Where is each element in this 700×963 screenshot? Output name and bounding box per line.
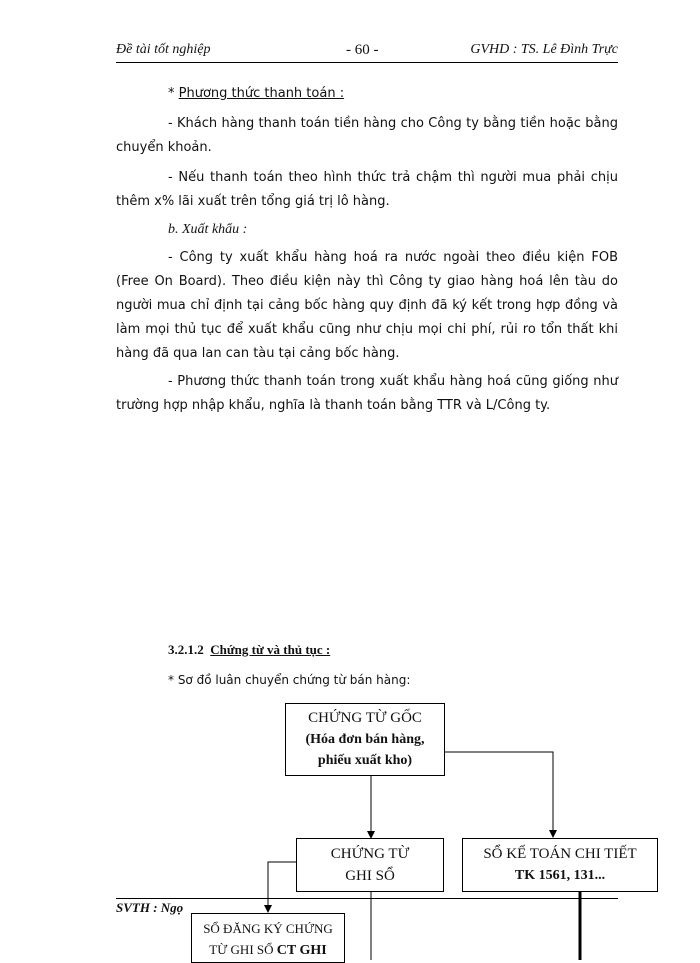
arrow-ghiso-to-register [268, 862, 296, 912]
header-right: GVHD : TS. Lê Đình Trực [470, 42, 618, 57]
paragraph-2: - Nếu thanh toán theo hình thức trả chậm thì người mua phải chịu thêm x% lãi xuất trên tổng giá trị lô hàng. [116, 170, 618, 209]
header-left: Đề tài tốt nghiệp [116, 42, 211, 57]
arrow-origin-to-detail [445, 752, 553, 837]
box-ghiso-documents: CHỨNG TỪ GHI SỔ [296, 838, 444, 892]
export-heading: b. Xuất khẩu : [168, 222, 248, 237]
section-number: 3.2.1.2 [168, 642, 204, 657]
box-register-book: SỔ ĐĂNG KÝ CHỨNG TỪ GHI SỔ CT GHI [191, 913, 345, 963]
box-original-documents: CHỨNG TỪ GỐC (Hóa đơn bán hàng, phiếu xuất kho) [285, 703, 445, 776]
footer-student: SVTH : Ngọ [116, 900, 184, 915]
section-title: Chứng từ và thủ tục : [210, 642, 331, 657]
paragraph-3: - Công ty xuất khẩu hàng hoá ra nước ngoài theo điều kiện FOB (Free On Board). Theo điều kiện này thì Công ty giao hàng hoá lên tàu do người mua chỉ định tại cảng bốc hàng quy định đã ký kết trong hợp đồng và làm mọi thủ tục để xuất khẩu cũng như chịu mọi chi phí, rủi ro tổn thất khi hàng đã qua lan can tàu tại cảng bốc hàng. [116, 250, 618, 361]
payment-heading: * Phương thức thanh toán : [168, 86, 345, 101]
page-number: - 60 - [346, 42, 379, 58]
diagram-caption: * Sơ đồ luân chuyển chứng từ bán hàng: [168, 673, 411, 687]
footer-rule [116, 898, 618, 899]
box-detail-ledger: SỔ KẾ TOÁN CHI TIẾT TK 1561, 131... [462, 838, 658, 892]
paragraph-1: - Khách hàng thanh toán tiền hàng cho Công ty bằng tiền hoặc bằng chuyển khoản. [116, 116, 618, 155]
paragraph-4: - Phương thức thanh toán trong xuất khẩu hàng hoá cũng giống như trường hợp nhập khẩu, nghĩa là thanh toán bằng TTR và L/Công ty. [116, 374, 618, 413]
